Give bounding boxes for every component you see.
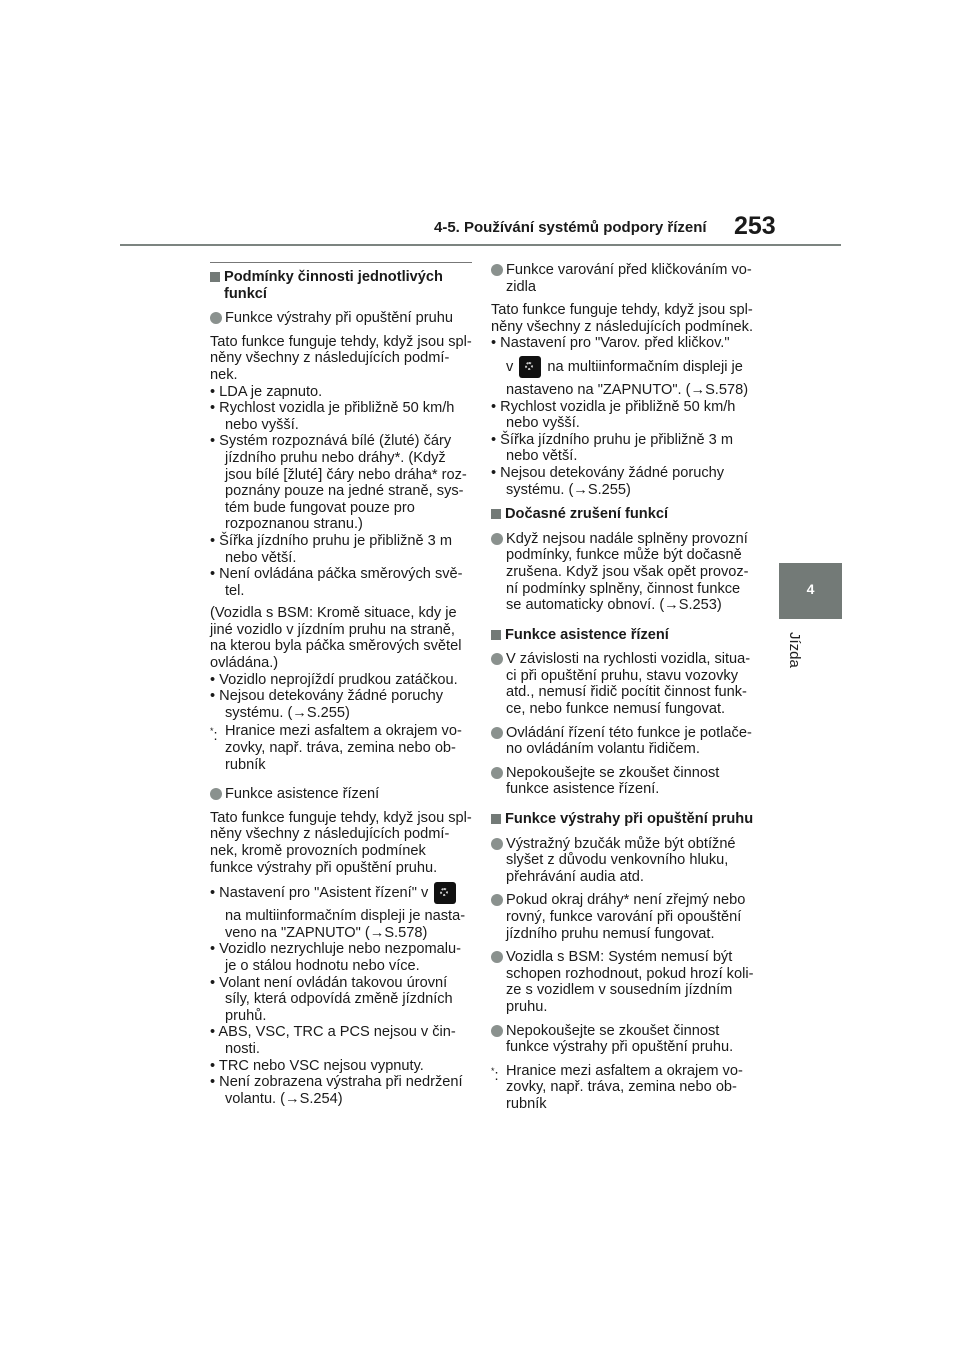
bullet-text: Nastavení pro "Asistent řízení" v bbox=[219, 885, 429, 902]
bullet-item bbox=[210, 882, 472, 904]
bullet-item: • Není ovládána páčka směrových svě-tel. bbox=[210, 566, 472, 599]
section-title: 4-5. Používání systémů podpory řízení bbox=[434, 219, 707, 236]
list-item-text: V závislosti na rychlosti vozidla, situa-ci při opuštění pruhu, stavu vozovky atd., nemusí řidič pocítit činnost funk-ce, nebo funkce nemusí fungovat. bbox=[506, 651, 751, 718]
list-item bbox=[491, 725, 757, 758]
square-bullet-icon bbox=[491, 814, 501, 824]
list-item-text: Ovládání řízení této funkce je potlače-no ovládáním volantu řidičem. bbox=[506, 724, 752, 758]
circle-bullet-icon bbox=[491, 1025, 503, 1037]
bullet-item: • Vozidlo nezrychluje nebo nezpomalu-je o stálou hodnotu nebo více. bbox=[210, 941, 472, 974]
circle-bullet-icon bbox=[491, 653, 503, 665]
bullet-item: • Není zobrazena výstraha při nedržení volantu. (→S.254) bbox=[210, 1074, 472, 1107]
bullet-item: • ABS, VSC, TRC a PCS nejsou v čin-nosti. bbox=[210, 1024, 472, 1057]
item-heading bbox=[210, 310, 472, 327]
bullet-continuation bbox=[491, 356, 757, 378]
bullet-item: • TRC nebo VSC nejsou vypnuty. bbox=[210, 1058, 472, 1075]
square-bullet-icon bbox=[491, 509, 501, 519]
right-column bbox=[491, 262, 757, 1120]
circle-bullet-icon bbox=[491, 838, 503, 850]
paragraph: Tato funkce funguje tehdy, když jsou spl-něny všechny z následujících podmí-nek, kromě provozních podmínek funkce výstrahy při opuštění pruhu. bbox=[210, 809, 472, 876]
paragraph: (Vozidla s BSM: Kromě situace, kdy je jiné vozidlo v jízdním pruhu na straně, na kterou byla páčka směrových světel ovládána.) bbox=[210, 605, 462, 672]
item-heading-text: Funkce asistence řízení bbox=[225, 786, 380, 803]
square-bullet-icon bbox=[491, 630, 501, 640]
gear-icon bbox=[434, 882, 456, 904]
left-column bbox=[210, 262, 472, 1107]
footnote bbox=[491, 1063, 757, 1113]
footnote-text: Hranice mezi asfaltem a okrajem vo-zovky, např. tráva, zemina nebo ob-rubník bbox=[225, 723, 462, 773]
page-number: 253 bbox=[734, 212, 776, 240]
list-item bbox=[491, 836, 757, 886]
list-item bbox=[491, 1023, 757, 1056]
bullet-text: na multiinformačním displeji je bbox=[547, 358, 743, 375]
section-heading bbox=[491, 506, 757, 523]
bullet-item: • LDA je zapnuto. bbox=[210, 384, 472, 401]
square-bullet-icon bbox=[210, 272, 220, 282]
list-item bbox=[491, 949, 757, 1015]
circle-bullet-icon bbox=[491, 951, 503, 963]
bullet-continuation: nastaveno na "ZAPNUTO". (→S.578) bbox=[506, 381, 749, 398]
section-heading-text: Dočasné zrušení funkcí bbox=[505, 506, 669, 523]
bullet-item: • Nejsou detekovány žádné poruchy systému. (→S.255) bbox=[491, 465, 757, 498]
bullet-continuation: na multiinformačním displeji je nasta-veno na "ZAPNUTO" (→S.578) bbox=[225, 908, 466, 941]
list-item bbox=[491, 651, 757, 717]
circle-bullet-icon bbox=[491, 264, 503, 276]
bullet-item: • Šířka jízdního pruhu je přibližně 3 m nebo větší. bbox=[210, 533, 472, 566]
bullet-text: v bbox=[506, 358, 514, 375]
gear-icon bbox=[519, 356, 541, 378]
list-item-text: Nepokoušejte se zkoušet činnost funkce výstrahy při opuštění pruhu. bbox=[506, 1022, 734, 1056]
list-item bbox=[491, 765, 757, 798]
section-heading-text: Funkce výstrahy při opuštění pruhu bbox=[505, 811, 754, 828]
list-item bbox=[491, 531, 757, 614]
bullet-item: • Nastavení pro "Varov. před kličkov." bbox=[491, 335, 757, 352]
item-heading bbox=[210, 786, 472, 803]
circle-bullet-icon bbox=[210, 788, 222, 800]
list-item-text: Nepokoušejte se zkoušet činnost funkce asistence řízení. bbox=[506, 764, 720, 798]
section-heading-text: Funkce asistence řízení bbox=[505, 626, 669, 643]
circle-bullet-icon bbox=[491, 767, 503, 779]
section-rule bbox=[210, 262, 472, 263]
chapter-number: 4 bbox=[806, 581, 815, 597]
list-item-text: Pokud okraj dráhy* není zřejmý nebo rovný, funkce varování při opouštění jízdního pruhu nemusí fungovat. bbox=[506, 892, 746, 942]
paragraph: Tato funkce funguje tehdy, když jsou spl-něny všechny z následujících podmínek. bbox=[491, 302, 754, 335]
section-heading-text: Podmínky činnosti jednotlivých funkcí bbox=[224, 269, 443, 302]
section-heading bbox=[491, 811, 757, 828]
bullet-item: • Rychlost vozidla je přibližně 50 km/h nebo vyšší. bbox=[210, 400, 472, 433]
circle-bullet-icon bbox=[491, 533, 503, 545]
bullet-item: • Rychlost vozidla je přibližně 50 km/h nebo vyšší. bbox=[491, 399, 757, 432]
paragraph: Tato funkce funguje tehdy, když jsou spl-něny všechny z následujících podmí-nek. bbox=[210, 333, 472, 383]
chapter-tab[interactable] bbox=[779, 563, 842, 619]
chapter-label: Jízda bbox=[786, 632, 803, 668]
bullet-item: • Nejsou detekovány žádné poruchy systému. (→S.255) bbox=[210, 688, 472, 721]
bullet-item: • Systém rozpoznává bílé (žluté) čáry jízdního pruhu nebo dráhy*. (Když jsou bílé [žluté] čáry nebo dráha* roz-poznány pouze na jedné straně, sys-tém bude fungovat pouze pro rozpoznanou stranu.) bbox=[210, 433, 472, 533]
circle-bullet-icon bbox=[491, 894, 503, 906]
list-item-text: Výstražný bzučák může být obtížné slyšet z důvodu venkovního hluku, přehrávání audia atd. bbox=[506, 835, 736, 885]
list-item-text: Vozidla s BSM: Systém nemusí být schopen rozhodnout, pokud hrozí koli-ze s vozidlem v sousedním jízdním pruhu. bbox=[506, 949, 754, 1015]
section-heading bbox=[210, 269, 472, 302]
footnote-marker: *: bbox=[491, 1065, 499, 1084]
item-heading bbox=[491, 262, 757, 295]
footnote-marker: *: bbox=[210, 726, 218, 745]
bullet-item: • Volant není ovládán takovou úrovní síly, která odpovídá změně jízdních pruhů. bbox=[210, 975, 472, 1025]
circle-bullet-icon bbox=[491, 727, 503, 739]
list-item-text: Když nejsou nadále splněny provozní podmínky, funkce může být dočasně zrušena. Když jsou však opět provoz-ní podmínky splněny, činnost funkce se automaticky obnoví. (→S.253) bbox=[506, 530, 749, 614]
bullet-item: • Šířka jízdního pruhu je přibližně 3 m nebo větší. bbox=[491, 432, 757, 465]
footnote bbox=[210, 723, 472, 773]
item-heading-text: Funkce výstrahy při opuštění pruhu bbox=[225, 310, 453, 327]
footnote-text: Hranice mezi asfaltem a okrajem vo-zovky, např. tráva, zemina nebo ob-rubník bbox=[506, 1062, 743, 1112]
section-heading bbox=[491, 627, 757, 644]
circle-bullet-icon bbox=[210, 312, 222, 324]
header-rule bbox=[120, 244, 841, 246]
list-item bbox=[491, 892, 757, 942]
item-heading-text: Funkce varování před kličkováním vo-zidla bbox=[506, 262, 752, 295]
bullet-item: • Vozidlo neprojíždí prudkou zatáčkou. bbox=[210, 672, 472, 689]
